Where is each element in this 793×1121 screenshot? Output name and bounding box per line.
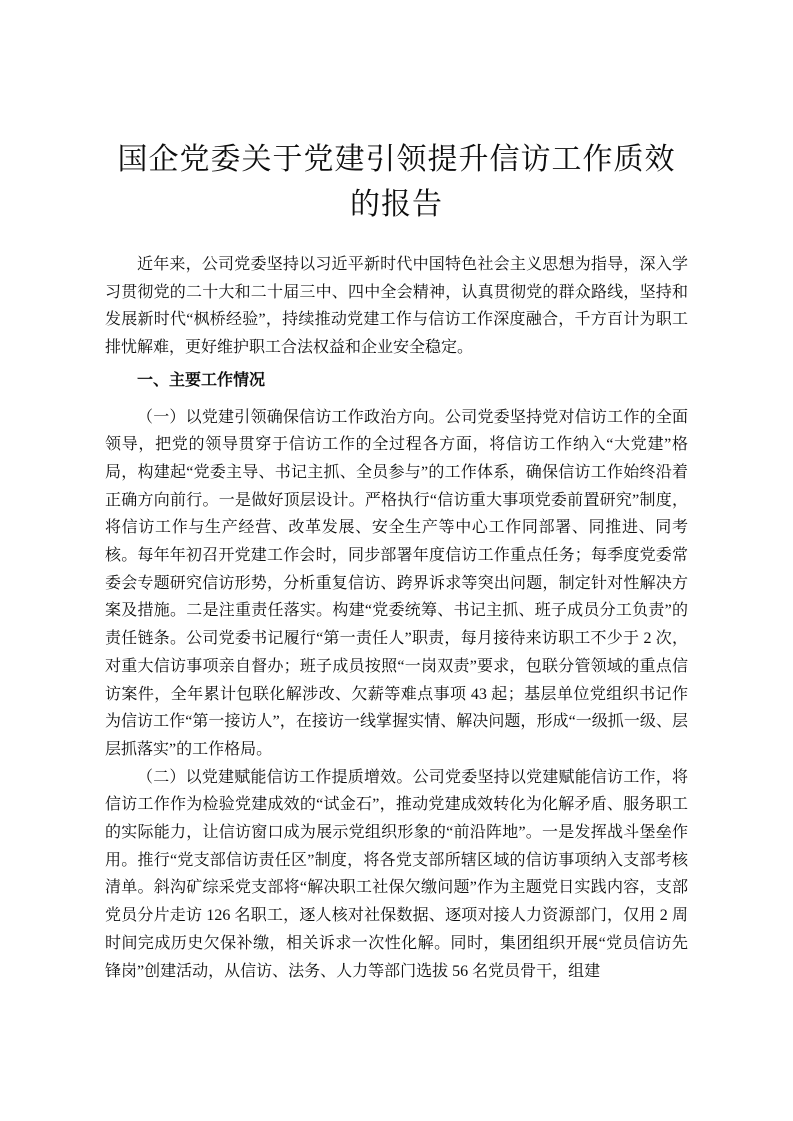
intro-paragraph: 近年来，公司党委坚持以习近平新时代中国特色社会主义思想为指导，深入学习贯彻党的二十大和二十届三中、四中全会精神，认真贯彻党的群众路线，坚持和发展新时代“枫桥经验”，持续推动党建工作与信访工作深度融合，千方百计为职工排忧解难，更好维护职工合法权益和企业安全稳定。 — [105, 256, 688, 357]
paragraph-point-two: （二）以党建赋能信访工作提质增效。公司党委坚持以党建赋能信访工作，将信访工作作为检验党建成效的“试金石”，推动党建成效转化为化解矛盾、服务职工的实际能力，让信访窗口成为展示党组织形象的“前沿阵地”。一是发挥战斗堡垒作用。推行“党支部信访责任区”制度，将各党支部所辖区域的信访事项纳入支部考核清单。斜沟矿综采党支部将“解决职工社保欠缴问题”作为主题党日实践内容，支部党员分片走访 126 名职工，逐人核对社保数据、逐项对接人力资源部门，仅用 2 周时间完成历史欠保补缴，相关诉求一次性化解。同时，集团组织开展“党员信访先锋岗”创建活动，从信访、法务、人力等部门选拔 56 名党员骨干，组建 — [105, 768, 688, 980]
paragraph-point-one: （一）以党建引领确保信访工作政治方向。公司党委坚持党对信访工作的全面领导，把党的领导贯穿于信访工作的全过程各方面，将信访工作纳入“大党建”格局，构建起“党委主导、书记主抓、全员参与”的工作体系，确保信访工作始终沿着正确方向前行。一是做好顶层设计。严格执行“信访重大事项党委前置研究”制度，将信访工作与生产经营、改革发展、安全生产等中心工作同部署、同推进、同考核。每年年初召开党建工作会时，同步部署年度信访工作重点任务；每季度党委常委会专题研究信访形势，分析重复信访、跨界诉求等突出问题，制定针对性解决方案及措施。二是注重责任落实。构建“党委统筹、书记主抓、班子成员分工负责”的责任链条。公司党委书记履行“第一责任人”职责，每月接待来访职工不少于 2 次，对重大信访事项亲自督办；班子成员按照“一岗双责”要求，包联分管领域的重点信访案件，全年累计包联化解涉改、欠薪等难点事项 43 起；基层单位党组织书记作为信访工作“第一接访人”，在接访一线掌握实情、解决问题，形成“一级抓一级、层层抓落实”的工作格局。 — [105, 408, 688, 758]
document-title: 国企党委关于党建引领提升信访工作质效的报告 — [117, 143, 676, 221]
section-heading-main-work: 一、主要工作情况 — [137, 371, 266, 389]
